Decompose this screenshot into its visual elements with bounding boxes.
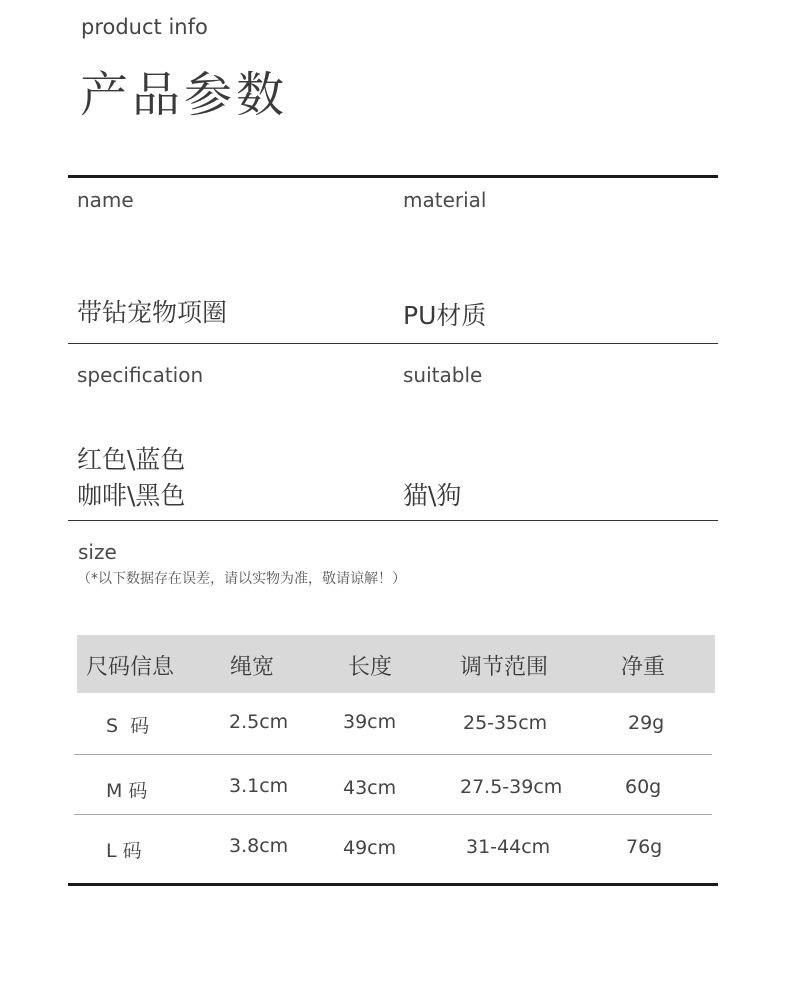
size-label: size <box>78 540 117 564</box>
table-cell: M 码 <box>106 780 148 802</box>
header-width: 绳宽 <box>230 655 275 680</box>
table-cell: 49cm <box>343 837 397 859</box>
size-note: （*以下数据存在误差，请以实物为准，敬请谅解！） <box>77 571 406 587</box>
header-weight: 净重 <box>621 655 666 680</box>
section-subtitle: product info <box>81 15 208 39</box>
table-cell: 25-35cm <box>463 712 548 734</box>
section-title: 产品参数 <box>80 67 289 123</box>
table-cell: 2.5cm <box>229 711 289 733</box>
suitable-label: suitable <box>403 363 483 387</box>
table-cell: 3.8cm <box>229 835 289 857</box>
material-label: material <box>403 188 487 212</box>
table-cell: S 码 <box>106 715 150 737</box>
table-cell: 43cm <box>343 777 397 799</box>
table-cell: 76g <box>626 836 663 858</box>
header-adjust-range: 调节范围 <box>460 655 549 680</box>
spec-value-line1: 红色\蓝色 <box>77 445 186 474</box>
material-value: PU材质 <box>403 301 487 330</box>
table-cell: 3.1cm <box>229 775 289 797</box>
spec-value-line2: 咖啡\黑色 <box>77 481 186 510</box>
suitable-value: 猫\狗 <box>403 481 462 510</box>
name-label: name <box>77 188 134 212</box>
divider <box>68 520 718 521</box>
row-divider <box>74 754 712 755</box>
table-cell: 29g <box>628 712 665 734</box>
header-size: 尺码信息 <box>86 655 175 680</box>
header-length: 长度 <box>348 655 393 680</box>
table-cell: 39cm <box>343 711 397 733</box>
row-divider <box>74 814 712 815</box>
table-cell: L 码 <box>106 840 142 862</box>
table-cell: 31-44cm <box>466 836 551 858</box>
table-cell: 27.5-39cm <box>460 776 563 798</box>
table-cell: 60g <box>625 776 662 798</box>
divider <box>68 343 718 344</box>
name-value: 带钻宠物项圈 <box>77 298 228 327</box>
bottom-divider <box>68 883 718 886</box>
spec-label: specification <box>77 363 204 387</box>
top-divider <box>68 175 718 178</box>
